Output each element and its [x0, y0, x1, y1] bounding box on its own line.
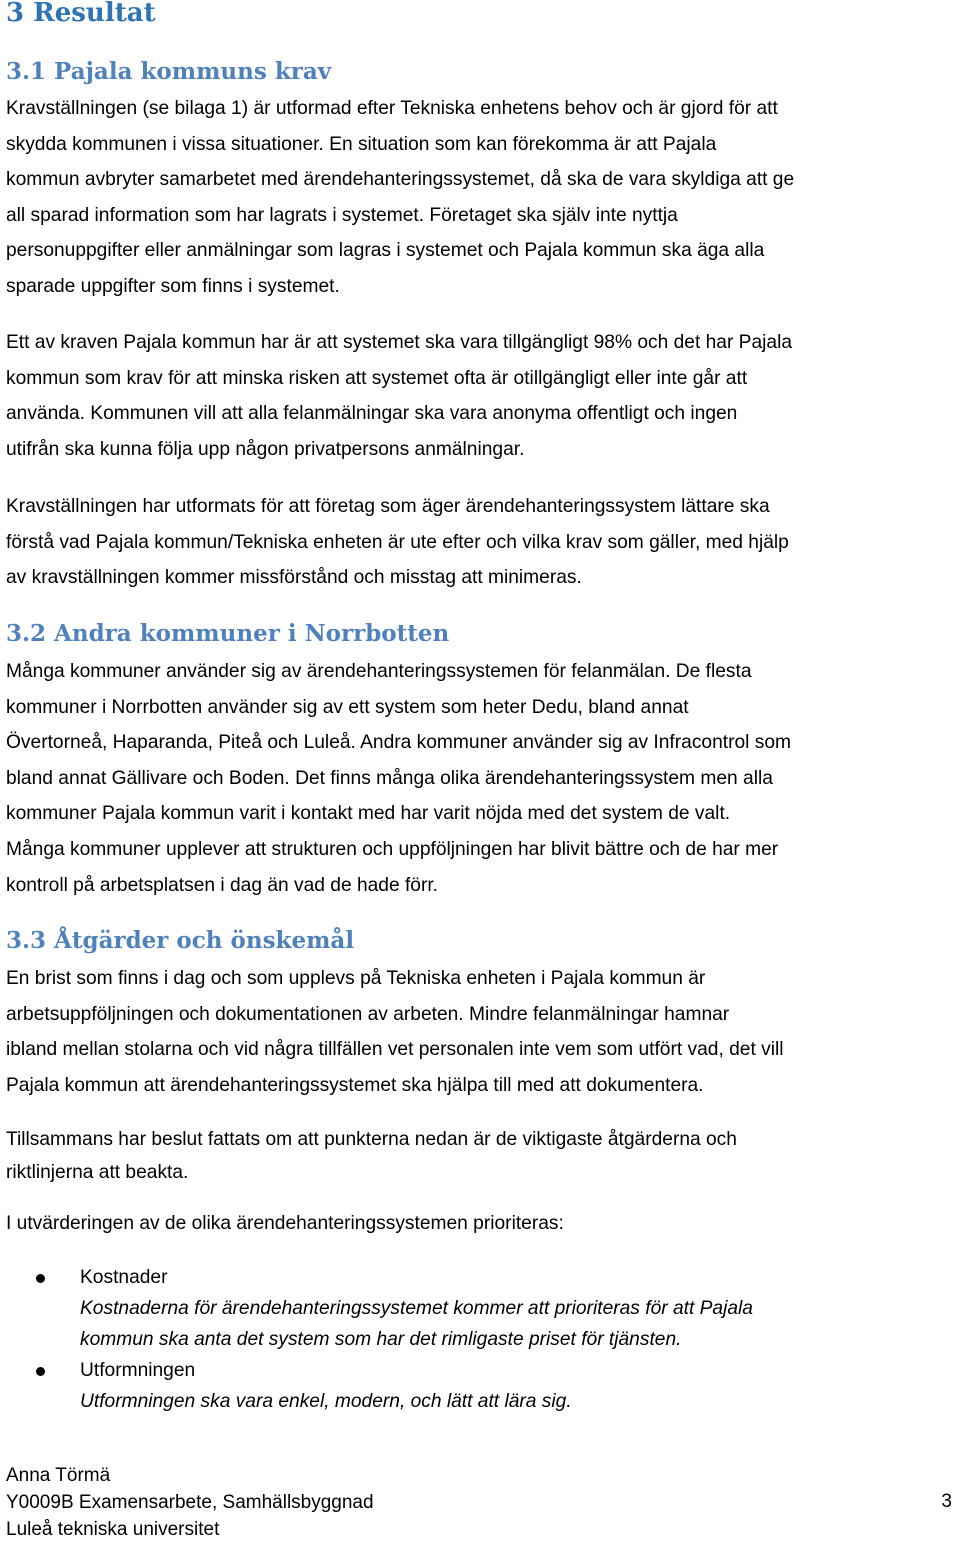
section-3-1-paragraph-1 — [6, 91, 794, 305]
text-line: personuppgifter eller anmälningar som lagras i systemet och Pajala kommun ska äga alla — [6, 240, 765, 262]
text-line: ibland mellan stolarna och vid några tillfällen vet personalen inte vem som utfört vad, det vill — [6, 1039, 784, 1061]
text-line: Många kommuner upplever att strukturen och uppföljningen har blivit bättre och de har mer — [6, 838, 779, 860]
text-line: Kravställningen har utformats för att företag som äger ärendehanteringssystem lättare ska — [6, 496, 770, 517]
text-line: Tillsammans har beslut fattats om att punkterna nedan är de viktigaste åtgärderna och — [6, 1129, 737, 1150]
list-item-title: Utformningen — [80, 1360, 196, 1381]
list-item-title: Kostnader — [80, 1267, 168, 1288]
bullet-icon — [36, 1367, 45, 1376]
footer-course: Y0009B Examensarbete, Samhällsbyggnad — [6, 1492, 374, 1513]
section-3-3-paragraph-2 — [6, 1123, 737, 1189]
bullet-icon — [36, 1274, 45, 1283]
section-3-1-paragraph-2 — [6, 325, 792, 467]
section-3-3-heading: 3.3 Åtgärder och önskemål — [6, 927, 355, 954]
text-line: Övertorneå, Haparanda, Piteå och Luleå. Andra kommuner använder sig av Infracontrol som — [6, 732, 791, 754]
text-line: all sparad information som har lagrats i systemet. Företaget ska själv inte nyttja — [6, 204, 678, 226]
text-line: bland annat Gällivare och Boden. Det finns många olika ärendehanteringssystem men alla — [6, 767, 773, 789]
list-item-design — [80, 1355, 572, 1417]
text-line: Pajala kommun att ärendehanteringssystemet ska hjälpa till med att dokumentera. — [6, 1074, 704, 1096]
section-3-2-paragraph — [6, 654, 791, 903]
text-line: av kravställningen kommer missförstånd och misstag att minimeras. — [6, 567, 582, 589]
text-line: sparade uppgifter som finns i systemet. — [6, 275, 340, 297]
text-line: skydda kommunen i vissa situationer. En situation som kan förekomma är att Pajala — [6, 133, 717, 155]
section-3-3-paragraph-3: I utvärderingen av de olika ärendehanteringssystemen prioriteras: — [6, 1213, 564, 1234]
list-item-description: Kostnaderna för ärendehanteringssystemet kommer att prioriteras för att Pajala — [80, 1298, 753, 1319]
main-heading: 3 Resultat — [6, 0, 156, 28]
list-item-costs — [80, 1262, 753, 1355]
text-line: arbetsuppföljningen och dokumentationen av arbeten. Mindre felanmälningar hamnar — [6, 1003, 730, 1025]
section-3-1-paragraph-3 — [6, 489, 789, 596]
text-line: utifrån ska kunna följa upp någon privatpersons anmälningar. — [6, 438, 525, 460]
text-line: Många kommuner använder sig av ärendehanteringssystemen för felanmälan. De flesta — [6, 661, 752, 682]
footer-author: Anna Törmä — [6, 1465, 111, 1486]
text-line: kommun som krav för att minska risken att systemet ofta är otillgängligt eller inte går att — [6, 367, 748, 389]
text-line: Ett av kraven Pajala kommun har är att systemet ska vara tillgängligt 98% och det har Pajala — [6, 332, 793, 353]
list-item-description: kommun ska anta det system som har det rimligaste priset för tjänsten. — [80, 1329, 682, 1350]
list-item-description: Utformningen ska vara enkel, modern, och lätt att lära sig. — [80, 1391, 572, 1412]
text-line: kommun avbryter samarbetet med ärendehanteringssystemet, då ska de vara skyldiga att ge — [6, 169, 795, 191]
section-3-1-heading: 3.1 Pajala kommuns krav — [6, 58, 332, 85]
text-line: kontroll på arbetsplatsen i dag än vad de hade förr. — [6, 874, 439, 896]
text-line: använda. Kommunen vill att alla felanmälningar ska vara anonyma offentligt och ingen — [6, 403, 738, 425]
page-number: 3 — [941, 1491, 952, 1512]
text-line: förstå vad Pajala kommun/Tekniska enheten är ute efter och vilka krav som gäller, med hjälp — [6, 531, 789, 553]
page-footer — [6, 1462, 374, 1543]
text-line: kommuner Pajala kommun varit i kontakt med har varit nöjda med det system de valt. — [6, 803, 731, 825]
footer-university: Luleå tekniska universitet — [6, 1519, 220, 1540]
section-3-3-paragraph-1 — [6, 961, 784, 1103]
text-line: kommuner i Norrbotten använder sig av ett system som heter Dedu, bland annat — [6, 696, 689, 718]
section-3-2-heading: 3.2 Andra kommuner i Norrbotten — [6, 620, 450, 647]
text-line: Kravställningen (se bilaga 1) är utformad efter Tekniska enhetens behov och är gjord för att — [6, 98, 778, 119]
text-line: En brist som finns i dag och som upplevs på Tekniska enheten i Pajala kommun är — [6, 968, 706, 989]
text-line: riktlinjerna att beakta. — [6, 1162, 189, 1183]
